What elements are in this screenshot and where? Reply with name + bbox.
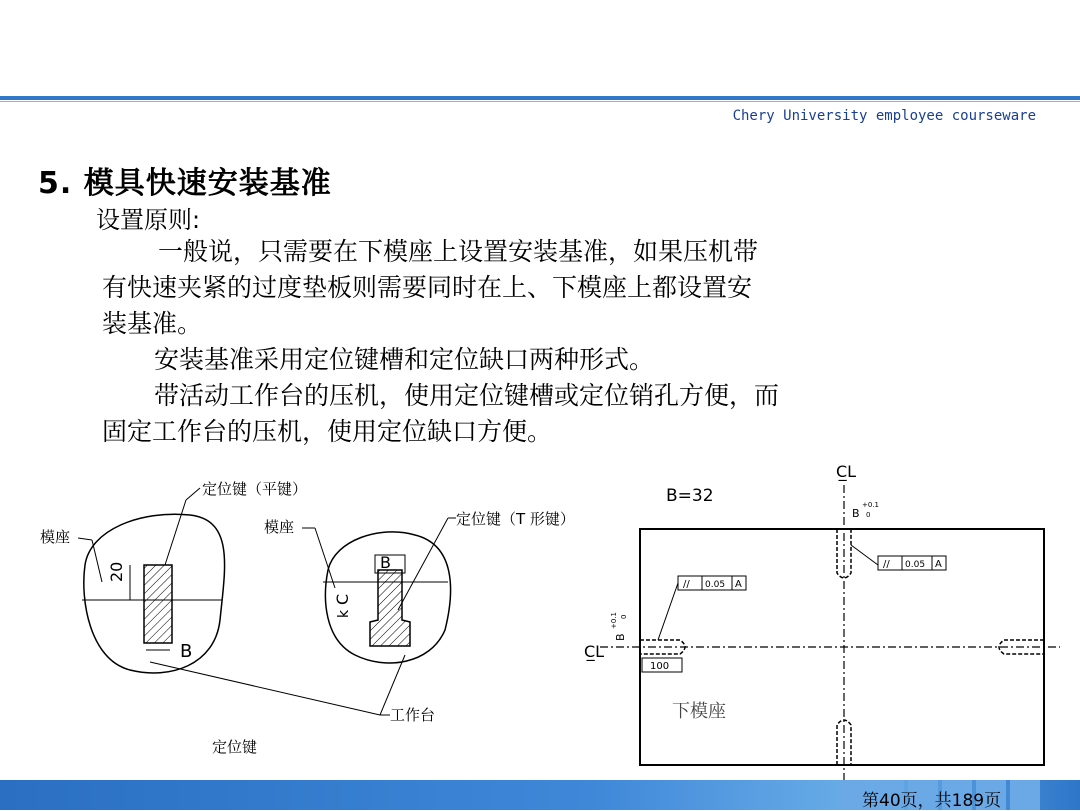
tol-plus-left: +0.1 [610,612,618,629]
tol-frame-left-ref: A [735,579,742,590]
label-lower-die: 下模座 [672,701,726,722]
paragraph-3 [102,378,922,450]
page-number: 第40页，共189页 [862,791,1002,811]
tol-frame-top-val: 0.05 [905,560,926,570]
dim-b-left-text: B [180,641,193,662]
tol-frame-top-ref: A [935,559,942,570]
tol-frame-left-val: 0.05 [705,580,726,590]
header-rule [0,96,1080,100]
tol-frame-left-sym: // [683,579,690,590]
slide-title: 5. 模具快速安装基准 [38,166,332,201]
label-key-flat: 定位键（平键） [202,480,308,498]
flat-key [144,565,172,643]
paragraph-1-line-1: 一般说，只需要在下模座上设置安装基准，如果压机带 [158,237,759,266]
tol-plus-top: +0.1 [862,501,879,509]
footer-square [1010,780,1040,810]
paragraph-1-line-3: 装基准。 [102,309,203,338]
label-base-left: 模座 [40,528,71,546]
header-rule-thin [0,101,1080,102]
lower-die-datum-diagram [580,455,1080,785]
dim-c-text: C [333,593,352,605]
tol-zero-top: 0 [866,511,871,519]
tol-zero-left: 0 [620,614,628,619]
dim-k-text: k [336,609,352,618]
tol-b-left: B [614,633,627,641]
centerline-top-text: C̲L [836,462,857,481]
t-key [370,570,410,646]
tol-frame-top-sym: // [883,559,890,570]
dim-b-top-text: B [380,553,391,572]
dim-20-text: 20 [107,561,126,582]
paragraph-2-line-1: 安装基准采用定位键槽和定位缺口两种形式。 [154,345,655,374]
dim-100-text: 100 [650,661,670,672]
caption-locating-key: 定位键 [212,738,258,756]
paragraph-3-line-1: 带活动工作台的压机，使用定位键槽或定位销孔方便，而 [154,381,780,410]
label-key-t: 定位键（T 形键） [456,510,575,528]
b-value-text: B=32 [666,486,714,506]
locating-key-diagram [30,470,610,770]
paragraph-1-line-2: 有快速夹紧的过度垫板则需要同时在上、下模座上都设置安 [102,273,753,302]
paragraph-2 [102,342,922,378]
header-brand: Chery University employee courseware [732,108,1036,124]
paragraph-3-line-2: 固定工作台的压机，使用定位缺口方便。 [102,417,553,446]
tol-b-top: B [852,507,860,520]
paragraph-1 [102,234,922,342]
section-subtitle: 设置原则: [96,206,201,234]
label-base-mid: 模座 [264,518,295,536]
label-table: 工作台 [390,706,436,724]
centerline-left-text: C̲L [584,642,605,661]
